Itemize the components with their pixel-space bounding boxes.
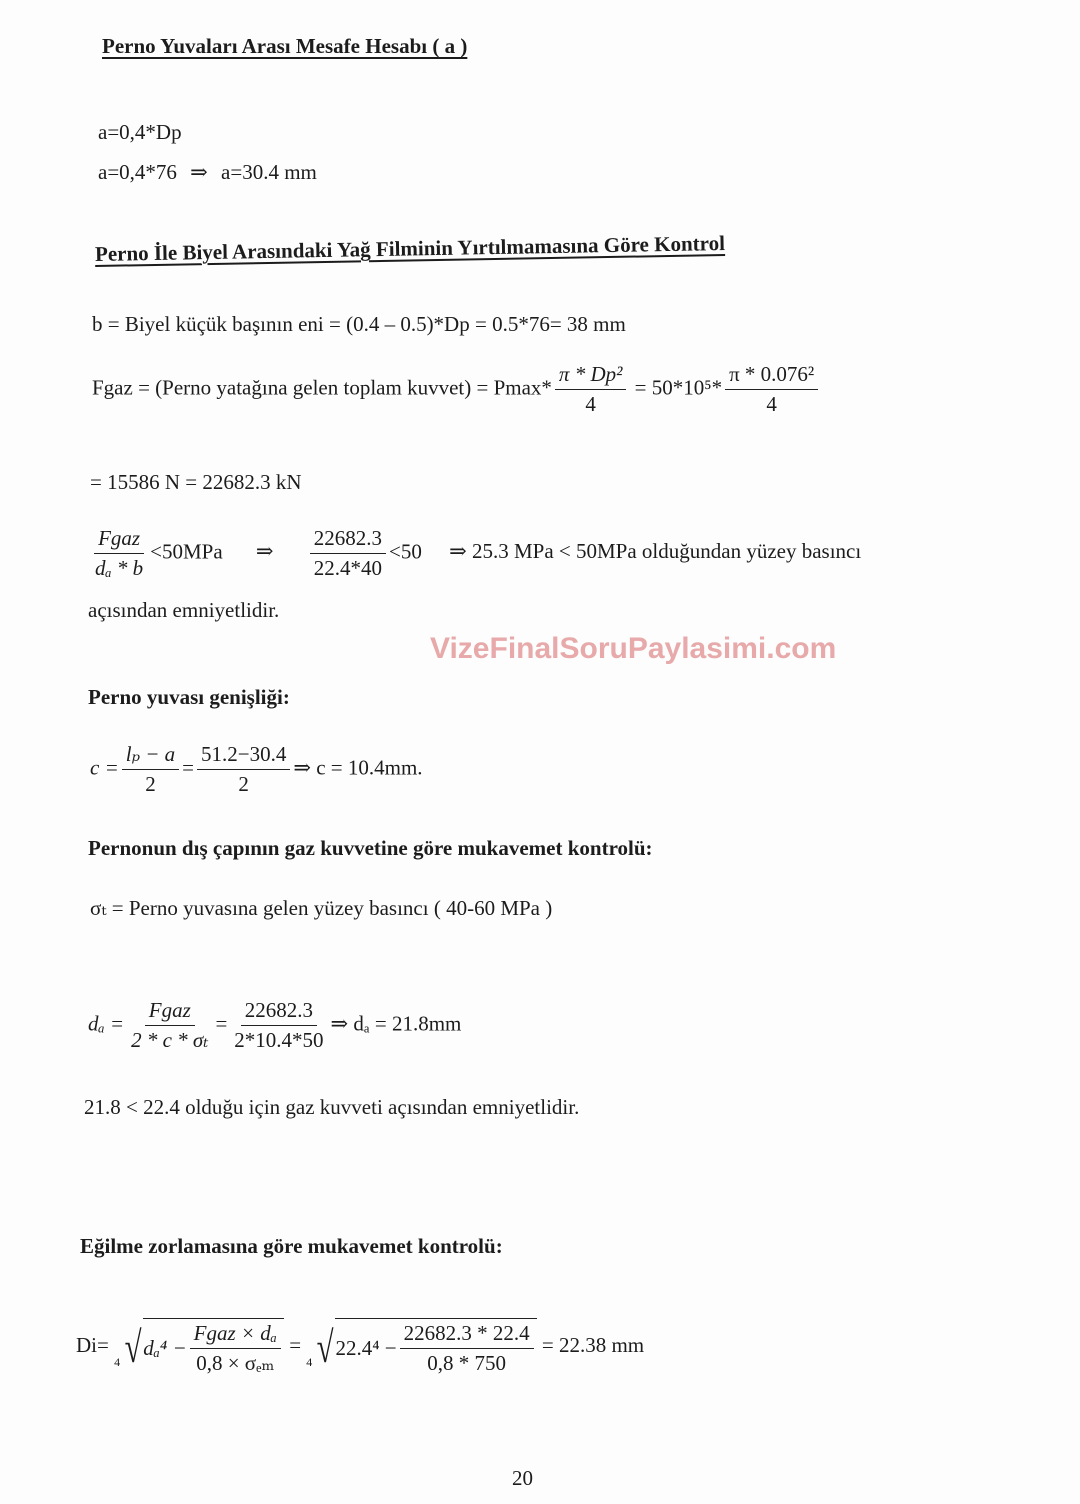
numerator: 22682.3 — [310, 526, 386, 554]
formula-text: = — [215, 1011, 228, 1036]
radical-sign: √ — [316, 1322, 334, 1372]
numerator: Fgaz — [94, 526, 144, 554]
formula-text: Fgaz = (Perno yatağına gelen toplam kuvvet) = Pmax* — [92, 375, 552, 400]
sigma-definition: σₜ = Perno yuvasına gelen yüzey basıncı ( 40-60 MPa ) — [90, 896, 553, 920]
fraction — [197, 742, 290, 797]
root-index: 4 — [114, 1355, 121, 1369]
formula-result: ⇒ c = 10.4mm. — [293, 755, 423, 780]
formula-a: a=0,4*Dp — [98, 120, 182, 144]
pressure-check — [88, 526, 861, 581]
fraction — [725, 362, 818, 417]
numerator: Fgaz × dₐ — [190, 1321, 281, 1349]
formula-text: <50 — [389, 539, 422, 564]
denominator: 2 — [145, 772, 156, 796]
formula-a-calc — [98, 160, 317, 185]
page-number: 20 — [512, 1466, 533, 1490]
formula-text: <50MPa — [150, 539, 223, 564]
denominator: 2 — [238, 772, 249, 796]
formula-text: dₐ = — [88, 1011, 125, 1036]
denominator: dₐ * b — [95, 556, 144, 580]
numerator: 22682.3 — [241, 998, 317, 1026]
root-index: 4 — [306, 1355, 313, 1369]
formula-text: Di= — [76, 1332, 109, 1357]
formula-fgaz-result: = 15586 N = 22682.3 kN — [90, 470, 302, 494]
watermark: VizeFinalSoruPaylasimi.com — [430, 632, 837, 665]
formula-text: dₐ⁴ − — [143, 1336, 187, 1360]
formula-result: a=30.4 mm — [221, 160, 317, 184]
fourth-root — [306, 1318, 536, 1376]
heading-bending-check: Eğilme zorlamasına göre mukavemet kontrolü: — [80, 1234, 503, 1258]
radical-sign: √ — [124, 1322, 142, 1372]
heading-outer-diameter-check: Pernonun dış çapının gaz kuvvetine göre mukavemet kontrolü: — [88, 836, 653, 860]
fraction — [555, 362, 626, 417]
heading-pin-spacing: Perno Yuvaları Arası Mesafe Hesabı ( a ) — [102, 34, 468, 58]
fraction — [190, 1321, 281, 1376]
formula-text: c = — [90, 755, 119, 780]
fraction — [400, 1321, 534, 1376]
denominator: 0,8 * 750 — [427, 1351, 506, 1375]
denominator: 22.4*40 — [313, 556, 383, 580]
fraction — [122, 742, 179, 797]
denominator: 4 — [585, 392, 596, 416]
conclusion-text: açısından emniyetlidir. — [88, 598, 280, 622]
numerator: lₚ − a — [122, 742, 179, 770]
formula-text: = — [289, 1332, 302, 1357]
fraction — [230, 998, 327, 1053]
fourth-root — [114, 1318, 284, 1376]
denominator: 2 * c * σₜ — [131, 1028, 209, 1052]
implies-arrow: ⇒ — [255, 539, 274, 564]
implies-arrow: ⇒ — [190, 160, 208, 184]
fraction — [127, 998, 212, 1053]
fraction — [310, 526, 386, 581]
denominator: 4 — [766, 392, 777, 416]
formula-text: 22.4⁴ − — [335, 1336, 397, 1360]
formula-c — [90, 742, 423, 797]
conclusion-text: 21.8 < 22.4 olduğu için gaz kuvveti açısından emniyetlidir. — [84, 1095, 580, 1119]
denominator: 0,8 × σₑₘ — [196, 1351, 275, 1375]
numerator: Fgaz — [145, 998, 195, 1026]
formula-text: a=0,4*76 — [98, 160, 177, 184]
formula-da — [88, 998, 461, 1053]
formula-text: = 50*10⁵* — [634, 375, 723, 400]
numerator: π * Dp² — [555, 362, 626, 390]
formula-result: ⇒ dₐ = 21.8mm — [330, 1011, 462, 1036]
heading-oil-film: Perno İle Biyel Arasındaki Yağ Filminin Yırtılmamasına Göre Kontrol — [94, 231, 726, 266]
formula-text: = — [182, 755, 194, 780]
denominator: 2*10.4*50 — [234, 1028, 324, 1052]
numerator: 22682.3 * 22.4 — [400, 1321, 534, 1349]
formula-fgaz — [92, 362, 821, 417]
formula-result: = 22.38 mm — [541, 1332, 645, 1357]
fraction — [91, 526, 147, 581]
numerator: 51.2−30.4 — [197, 742, 290, 770]
formula-b: b = Biyel küçük başının eni = (0.4 – 0.5)*Dp = 0.5*76= 38 mm — [92, 312, 626, 336]
formula-text: ⇒ 25.3 MPa < 50MPa olduğundan yüzey basıncı — [449, 539, 862, 564]
formula-di — [76, 1318, 644, 1376]
heading-pin-slot-width: Perno yuvası genişliği: — [88, 685, 290, 709]
numerator: π * 0.076² — [725, 362, 818, 390]
